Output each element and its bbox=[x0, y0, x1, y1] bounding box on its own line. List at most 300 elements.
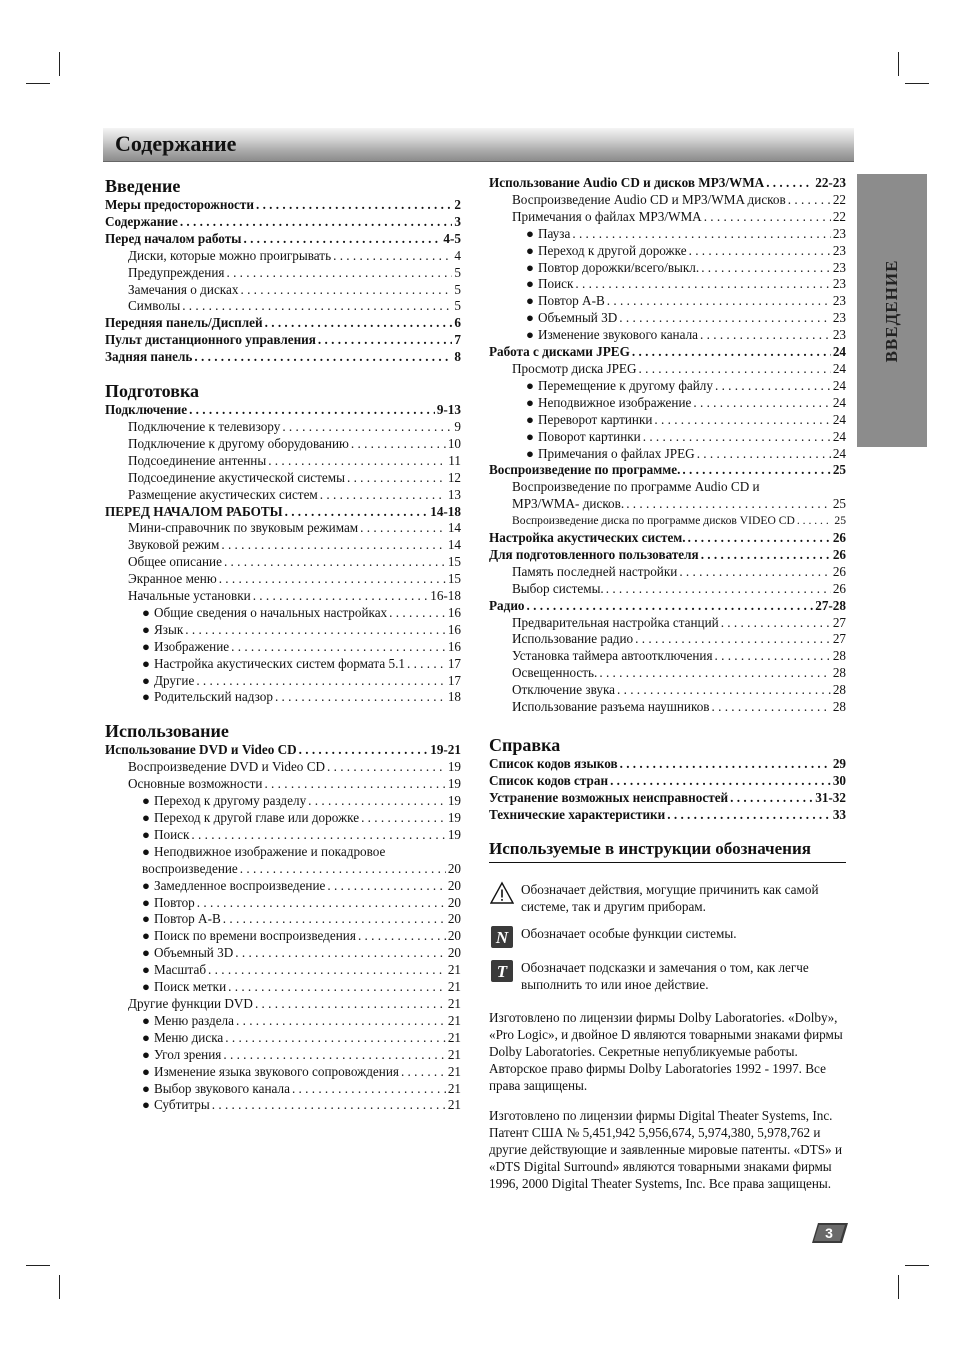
dot-leader bbox=[575, 276, 830, 293]
toc-entry-title: Примечания о файлах JPEG bbox=[537, 445, 695, 461]
toc-entry bbox=[105, 1097, 461, 1114]
toc-entry bbox=[489, 756, 846, 773]
dot-leader bbox=[231, 639, 446, 656]
toc-entry-page: 25 bbox=[832, 496, 846, 512]
section-heading: Подготовка bbox=[105, 381, 200, 402]
toc-entry-title: Другие функции DVD bbox=[128, 995, 253, 1011]
bullet-icon: ● bbox=[142, 826, 150, 842]
toc-entry-page: 26 bbox=[832, 580, 846, 596]
toc-entry bbox=[489, 615, 846, 632]
toc-section-intro bbox=[105, 175, 461, 366]
toc-entry bbox=[105, 911, 461, 928]
toc-entry-page: 19 bbox=[447, 826, 461, 842]
toc-entry-page: 9 bbox=[454, 418, 461, 434]
toc-entry-title: Воспроизведение по программе. bbox=[489, 462, 681, 478]
bullet-icon: ● bbox=[142, 979, 150, 995]
toc-entry-title: Подсоединение акустической системы bbox=[128, 469, 345, 485]
toc-entry bbox=[489, 378, 846, 395]
toc-entry-page: 21 bbox=[447, 1097, 461, 1113]
toc-entry-page: 19 bbox=[447, 759, 461, 775]
toc-entry-page: 6 bbox=[454, 315, 461, 331]
toc-entry-title: Поворот картинки bbox=[537, 428, 641, 444]
toc-entry-page: 24 bbox=[832, 394, 846, 410]
dot-leader bbox=[572, 226, 830, 243]
toc-entry bbox=[105, 996, 461, 1013]
toc-entry bbox=[105, 332, 461, 349]
dot-leader bbox=[308, 793, 446, 810]
bullet-icon: ● bbox=[526, 310, 534, 326]
dot-leader bbox=[599, 665, 830, 682]
toc-entry-title: Начальные установки bbox=[128, 588, 251, 604]
dot-leader bbox=[208, 962, 446, 979]
toc-entry bbox=[105, 810, 461, 827]
toc-entry-continuation bbox=[489, 496, 846, 513]
dot-leader bbox=[292, 1081, 446, 1098]
dot-leader bbox=[191, 827, 445, 844]
dot-leader bbox=[635, 631, 831, 648]
toc-entry-page: 7 bbox=[454, 332, 461, 348]
toc-entry-page: 11 bbox=[448, 452, 461, 468]
toc-entry-title: Поиск метки bbox=[153, 979, 227, 995]
note-icon bbox=[490, 925, 514, 949]
toc-entry-title: Объемный 3D bbox=[537, 310, 618, 326]
toc-entry-title: Выбор звукового канала bbox=[153, 1080, 290, 1096]
bullet-icon: ● bbox=[142, 638, 150, 654]
toc-entry bbox=[105, 979, 461, 996]
dot-leader bbox=[255, 996, 446, 1013]
toc-entry bbox=[105, 554, 461, 571]
toc-entry bbox=[105, 962, 461, 979]
toc-entry-title: Задняя панель bbox=[105, 349, 193, 365]
crop-mark bbox=[26, 83, 50, 84]
toc-entry-title: Подключение к другому оборудованию bbox=[128, 435, 349, 451]
toc-entry-title: Предупреждения bbox=[128, 264, 225, 280]
toc-entry-title: Меры предосторожности bbox=[105, 197, 254, 212]
toc-entry-title: Язык bbox=[153, 621, 184, 637]
toc-entry-page: 10 bbox=[447, 435, 461, 451]
dot-leader bbox=[265, 315, 453, 332]
toc-entry bbox=[105, 844, 461, 861]
toc-entry-title: Воспроизведение по программе Audio CD и bbox=[512, 479, 760, 495]
bullet-icon: ● bbox=[142, 1012, 150, 1028]
dot-leader bbox=[788, 192, 831, 209]
dot-leader bbox=[264, 776, 445, 793]
dot-leader bbox=[721, 615, 831, 632]
bullet-icon: ● bbox=[142, 945, 150, 961]
crop-mark bbox=[26, 1265, 50, 1266]
dot-leader bbox=[240, 282, 452, 299]
toc-entry-page: 4 bbox=[454, 247, 461, 263]
dot-leader bbox=[407, 656, 446, 673]
toc-entry bbox=[105, 622, 461, 639]
toc-entry-page: 21 bbox=[447, 1080, 461, 1096]
dot-leader bbox=[275, 689, 446, 706]
toc-entry-page: 22-23 bbox=[815, 175, 846, 190]
dolby-license-text: Изготовлено по лицензии фирмы Dolby Laboratories. «Dolby», «Pro Logic», и двойное D являются товарными знаками фирмы Dolby Laboratories. Секретные непубликуемые работы. Авторское право фирмы Dolby Laboratories 1992 - 1997. Все права защищены. bbox=[489, 1009, 843, 1093]
dot-leader bbox=[610, 773, 831, 790]
toc-entry bbox=[105, 315, 461, 332]
bullet-icon: ● bbox=[142, 962, 150, 978]
bullet-icon: ● bbox=[142, 894, 150, 910]
toc-entry-title: Размещение акустических систем bbox=[128, 486, 318, 502]
toc-entry-title: Поиск по времени воспроизведения bbox=[153, 928, 356, 944]
page-number: 3 bbox=[825, 1225, 833, 1241]
toc-entry-page: 4-5 bbox=[443, 230, 461, 246]
toc-section-usage bbox=[105, 720, 461, 1114]
dot-leader bbox=[358, 928, 446, 945]
toc-entry bbox=[105, 945, 461, 962]
toc-entry-title: Подсоединение антенны bbox=[128, 452, 267, 468]
dot-leader bbox=[268, 453, 446, 470]
bullet-icon: ● bbox=[526, 394, 534, 410]
toc-entry bbox=[105, 419, 461, 436]
dot-leader bbox=[682, 462, 830, 479]
toc-entry-page: 15 bbox=[447, 554, 461, 570]
toc-entry-title: Звуковой режим bbox=[128, 537, 220, 553]
toc-entry bbox=[105, 656, 461, 673]
toc-entry bbox=[105, 436, 461, 453]
side-tab-label: ВВЕДЕНИЕ bbox=[882, 259, 901, 362]
dot-leader bbox=[347, 470, 446, 487]
dot-leader bbox=[256, 197, 452, 214]
toc-entry-title: Пульт дистанционного управления bbox=[105, 332, 316, 348]
dot-leader bbox=[285, 504, 429, 521]
toc-entry-page: 24 bbox=[832, 428, 846, 444]
toc-entry-title: Передняя панель/Дисплей bbox=[105, 315, 263, 331]
dot-leader bbox=[401, 1064, 446, 1081]
toc-entry bbox=[489, 773, 846, 790]
toc-entry-title: Переход к другому разделу bbox=[153, 793, 307, 809]
toc-entry-page: 9-13 bbox=[436, 402, 461, 418]
toc-entry-title: Настройка акустических систем. bbox=[489, 530, 686, 546]
toc-entry bbox=[489, 395, 846, 412]
toc-entry-title: Повтор bbox=[153, 894, 195, 910]
dot-leader bbox=[667, 807, 831, 824]
toc-entry-title: Технические характеристики bbox=[489, 806, 666, 822]
toc-entry-title: Повтор A-B bbox=[537, 293, 605, 309]
toc-entry-page: 20 bbox=[447, 911, 461, 927]
section-heading: Введение bbox=[105, 176, 181, 196]
toc-entry-title: Мини-справочник по звуковым режимам bbox=[128, 520, 359, 536]
toc-entry bbox=[105, 282, 461, 299]
toc-entry-page: 19 bbox=[447, 776, 461, 792]
toc-entry-page: 13 bbox=[447, 486, 461, 502]
toc-entry bbox=[489, 462, 846, 479]
toc-entry bbox=[105, 487, 461, 504]
bullet-icon: ● bbox=[142, 1063, 150, 1079]
bullet-icon: ● bbox=[142, 928, 150, 944]
dot-leader bbox=[527, 598, 814, 615]
toc-entry-title: Перемещение к другому файлу bbox=[537, 377, 713, 393]
toc-entry bbox=[489, 598, 846, 615]
crop-mark bbox=[59, 52, 60, 76]
toc-entry bbox=[489, 293, 846, 310]
toc-entry bbox=[489, 699, 846, 716]
toc-entry-page: 22 bbox=[832, 191, 846, 207]
toc-entry-title: Основные возможности bbox=[128, 776, 263, 792]
section-heading: Использование bbox=[105, 721, 229, 742]
page-title: Содержание bbox=[115, 131, 237, 156]
toc-entry-title: Список кодов языков bbox=[489, 756, 618, 771]
toc-entry bbox=[105, 776, 461, 793]
dot-leader bbox=[361, 810, 446, 827]
toc-entry bbox=[489, 243, 846, 260]
toc-entry bbox=[105, 742, 461, 759]
toc-entry-page: 15 bbox=[447, 571, 461, 587]
toc-entry bbox=[105, 895, 461, 912]
dot-leader bbox=[327, 759, 446, 776]
toc-entry-page: 24 bbox=[832, 344, 846, 360]
toc-entry-title: Замечания о дисках bbox=[128, 281, 239, 297]
toc-entry-page: 5 bbox=[454, 281, 461, 297]
toc-entry-title: Содержание bbox=[105, 213, 178, 229]
toc-entry-title: Другие bbox=[153, 672, 195, 688]
toc-entry-page: 14 bbox=[447, 537, 461, 553]
crop-mark bbox=[905, 1265, 929, 1266]
toc-entry-title: Использование радио bbox=[512, 631, 634, 647]
bullet-icon: ● bbox=[526, 377, 534, 393]
toc-entry-title: Изменение звукового канала bbox=[537, 327, 699, 343]
toc-entry-page: 21 bbox=[447, 1063, 461, 1079]
toc-entry bbox=[105, 298, 461, 315]
toc-entry bbox=[489, 790, 846, 807]
toc-entry-title: Перед началом работы bbox=[105, 230, 242, 246]
toc-entry-title: Неподвижное изображение и покадровое bbox=[153, 843, 386, 859]
bullet-icon: ● bbox=[142, 604, 150, 620]
toc-entry-title: Диски, которые можно проигрывать bbox=[128, 247, 332, 263]
toc-entry bbox=[105, 759, 461, 776]
toc-entry bbox=[489, 631, 846, 648]
toc-entry bbox=[489, 547, 846, 564]
toc-entry-title: Поиск bbox=[153, 826, 190, 842]
dot-leader bbox=[360, 520, 446, 537]
toc-entry-page: 20 bbox=[447, 945, 461, 961]
toc-entry bbox=[105, 793, 461, 810]
toc-entry bbox=[489, 175, 846, 192]
toc-entry-title: Субтитры bbox=[153, 1097, 210, 1113]
toc-entry-page: 24 bbox=[832, 360, 846, 376]
dot-leader bbox=[606, 581, 831, 598]
toc-entry-page: 21 bbox=[447, 962, 461, 978]
toc-entry-title: Объемный 3D bbox=[153, 945, 234, 961]
toc-entry bbox=[105, 402, 461, 419]
dot-leader bbox=[688, 530, 831, 547]
dot-leader bbox=[236, 1013, 446, 1030]
toc-entry-page: 5 bbox=[454, 264, 461, 280]
tip-icon bbox=[490, 959, 514, 983]
symbol-caution bbox=[489, 881, 846, 915]
toc-entry-page: 19 bbox=[447, 793, 461, 809]
dts-license-text: Изготовлено по лицензии фирмы Digital Theater Systems, Inc. Патент США № 5,451,942 5,956,674, 5,974,380, 5,978,762 и другие действующие и заявленные мировые патенты. «DTS» и «DTS Digital Surround» являются товарными знаками фирмы 1996, 2000 Digital Theater Systems, Inc. Все права защищены. bbox=[489, 1107, 842, 1191]
toc-entry-title: Переворот картинки bbox=[537, 411, 653, 427]
toc-entry-page: 26 bbox=[832, 563, 846, 579]
bullet-icon: ● bbox=[526, 411, 534, 427]
toc-entry bbox=[105, 248, 461, 265]
toc-entry-title: Общие сведения о начальных настройках bbox=[153, 604, 388, 620]
toc-list bbox=[105, 742, 461, 1114]
toc-entry bbox=[105, 214, 461, 231]
dot-leader bbox=[225, 1030, 446, 1047]
toc-entry-title: Родительский надзор bbox=[153, 689, 273, 705]
toc-entry-title: Просмотр диска JPEG bbox=[512, 360, 637, 376]
toc-entry-title: Подключение к телевизору bbox=[128, 418, 281, 434]
dot-leader bbox=[766, 175, 813, 192]
toc-entry bbox=[489, 361, 846, 378]
toc-entry bbox=[105, 639, 461, 656]
crop-mark bbox=[898, 1275, 899, 1299]
dot-leader bbox=[607, 293, 831, 310]
toc-entry-page: 21 bbox=[447, 995, 461, 1011]
toc-entry bbox=[489, 564, 846, 581]
bullet-icon: ● bbox=[142, 843, 150, 859]
toc-entry-page: 27 bbox=[832, 614, 846, 630]
toc-entry-title: Для подготовленного пользователя bbox=[489, 546, 699, 562]
crop-mark bbox=[905, 83, 929, 84]
dot-leader bbox=[639, 361, 831, 378]
toc-entry-page: 21 bbox=[447, 979, 461, 995]
dot-leader bbox=[643, 429, 831, 446]
dot-leader bbox=[712, 699, 831, 716]
toc-entry-page: 30 bbox=[832, 772, 846, 788]
toc-entry-title: Неподвижное изображение bbox=[537, 394, 692, 410]
toc-entry bbox=[489, 310, 846, 327]
bullet-icon: ● bbox=[142, 911, 150, 927]
dot-leader bbox=[693, 395, 830, 412]
symbols-heading: Используемые в инструкции обозначения bbox=[489, 838, 846, 863]
dot-leader bbox=[715, 648, 831, 665]
dot-leader bbox=[701, 260, 831, 277]
toc-entry-page: 19-21 bbox=[430, 742, 461, 758]
page-number-badge bbox=[810, 1221, 850, 1245]
toc-entry-title-cont: MP3/WMA- дисков. bbox=[512, 496, 625, 512]
dot-leader bbox=[194, 349, 452, 366]
toc-entry-page: 5 bbox=[454, 298, 461, 314]
dot-leader bbox=[617, 682, 831, 699]
toc-entry-title: Меню диска bbox=[153, 1029, 224, 1045]
dot-leader bbox=[626, 496, 831, 513]
toc-entry-page: 23 bbox=[832, 327, 846, 343]
toc-entry-title: Повтор дорожки/всего/выкл. bbox=[537, 259, 700, 275]
toc-entry-page: 28 bbox=[832, 665, 846, 681]
toc-entry-title: Использование Audio CD и дисков MP3/WMA bbox=[489, 175, 765, 190]
dot-leader bbox=[240, 861, 446, 878]
bullet-icon: ● bbox=[142, 810, 150, 825]
dot-leader bbox=[654, 412, 830, 429]
toc-entry bbox=[105, 689, 461, 706]
bullet-icon: ● bbox=[142, 793, 150, 809]
toc-entry-title: Меню раздела bbox=[153, 1012, 234, 1028]
dot-leader bbox=[620, 756, 831, 773]
bullet-icon: ● bbox=[142, 672, 150, 688]
dot-leader bbox=[223, 1047, 445, 1064]
toc-entry-title: Замедленное воспроизведение bbox=[153, 877, 326, 893]
dot-leader bbox=[223, 911, 446, 928]
toc-entry-page: 26 bbox=[832, 530, 846, 546]
dot-leader bbox=[182, 298, 452, 315]
toc-entry-page: 21 bbox=[447, 1029, 461, 1045]
toc-entry-title: Угол зрения bbox=[153, 1046, 222, 1062]
toc-entry-title: Подключение bbox=[105, 402, 188, 418]
toc-left-column bbox=[105, 175, 461, 1114]
dot-leader bbox=[253, 588, 429, 605]
toc-entry bbox=[489, 209, 846, 226]
toc-entry-title: Общее описание bbox=[128, 554, 222, 570]
toc-entry bbox=[489, 327, 846, 344]
toc-entry-title: Воспроизведение DVD и Video CD bbox=[128, 759, 326, 775]
dot-leader bbox=[689, 243, 831, 260]
toc-entry-page: 24 bbox=[832, 377, 846, 393]
toc-entry bbox=[489, 344, 846, 361]
toc-entry-page: 16 bbox=[447, 638, 461, 654]
toc-entry bbox=[489, 276, 846, 293]
toc-entry bbox=[105, 197, 461, 214]
toc-entry bbox=[105, 827, 461, 844]
dot-leader bbox=[228, 979, 446, 996]
toc-entry-title: Воспроизведение Audio CD и MP3/WMA дисков bbox=[512, 191, 786, 207]
dot-leader bbox=[701, 547, 831, 564]
toc-entry bbox=[489, 192, 846, 209]
toc-entry-title: Примечания о файлах MP3/WMA bbox=[512, 208, 702, 224]
toc-entry-title: ПЕРЕД НАЧАЛОМ РАБОТЫ bbox=[105, 503, 283, 519]
toc-entry-page: 23 bbox=[832, 310, 846, 326]
toc-entry-page: 25 bbox=[832, 462, 846, 478]
symbol-note bbox=[489, 925, 846, 951]
toc-entry bbox=[489, 513, 846, 530]
toc-entry-page: 19 bbox=[447, 810, 461, 825]
toc-entry-title-cont: воспроизведение bbox=[142, 860, 238, 876]
toc-entry-title: Поиск bbox=[537, 276, 574, 292]
bullet-icon: ● bbox=[526, 276, 534, 292]
toc-entry-page: 3 bbox=[454, 213, 461, 229]
toc-entry bbox=[489, 429, 846, 446]
toc-entry-page: 2 bbox=[454, 197, 461, 212]
dot-leader bbox=[679, 564, 830, 581]
dot-leader bbox=[180, 214, 453, 231]
toc-entry-page: 28 bbox=[832, 682, 846, 698]
toc-right-column bbox=[489, 175, 846, 1205]
toc-entry-title: Экранное меню bbox=[128, 571, 217, 587]
toc-entry bbox=[489, 581, 846, 598]
dot-leader bbox=[632, 344, 831, 361]
toc-entry-title: Радио bbox=[489, 597, 525, 613]
toc-entry-page: 27-28 bbox=[815, 597, 846, 613]
toc-entry-page: 18 bbox=[447, 689, 461, 705]
crop-mark bbox=[59, 1275, 60, 1299]
dot-leader bbox=[700, 327, 831, 344]
toc-entry-title: Изображение bbox=[153, 638, 230, 654]
toc-entry bbox=[105, 1047, 461, 1064]
toc-entry bbox=[489, 682, 846, 699]
toc-entry-page: 20 bbox=[447, 877, 461, 893]
dot-leader bbox=[389, 605, 446, 622]
toc-entry bbox=[105, 571, 461, 588]
toc-entry-title: Отключение звука bbox=[512, 682, 616, 698]
dot-leader bbox=[189, 402, 435, 419]
dot-leader bbox=[351, 436, 446, 453]
toc-entry-title: Работа с дисками JPEG bbox=[489, 344, 630, 360]
dot-leader bbox=[715, 378, 831, 395]
toc-entry bbox=[105, 504, 461, 521]
toc-list bbox=[105, 197, 461, 366]
bullet-icon: ● bbox=[526, 327, 534, 343]
dot-leader bbox=[318, 332, 453, 349]
toc-entry-page: 21 bbox=[447, 1012, 461, 1028]
toc-entry-title: Освещенность. bbox=[512, 665, 598, 681]
toc-entry-page: 17 bbox=[447, 655, 461, 671]
toc-entry-page: 21 bbox=[447, 1046, 461, 1062]
dot-leader bbox=[226, 265, 452, 282]
toc-entry-page: 27 bbox=[832, 631, 846, 647]
